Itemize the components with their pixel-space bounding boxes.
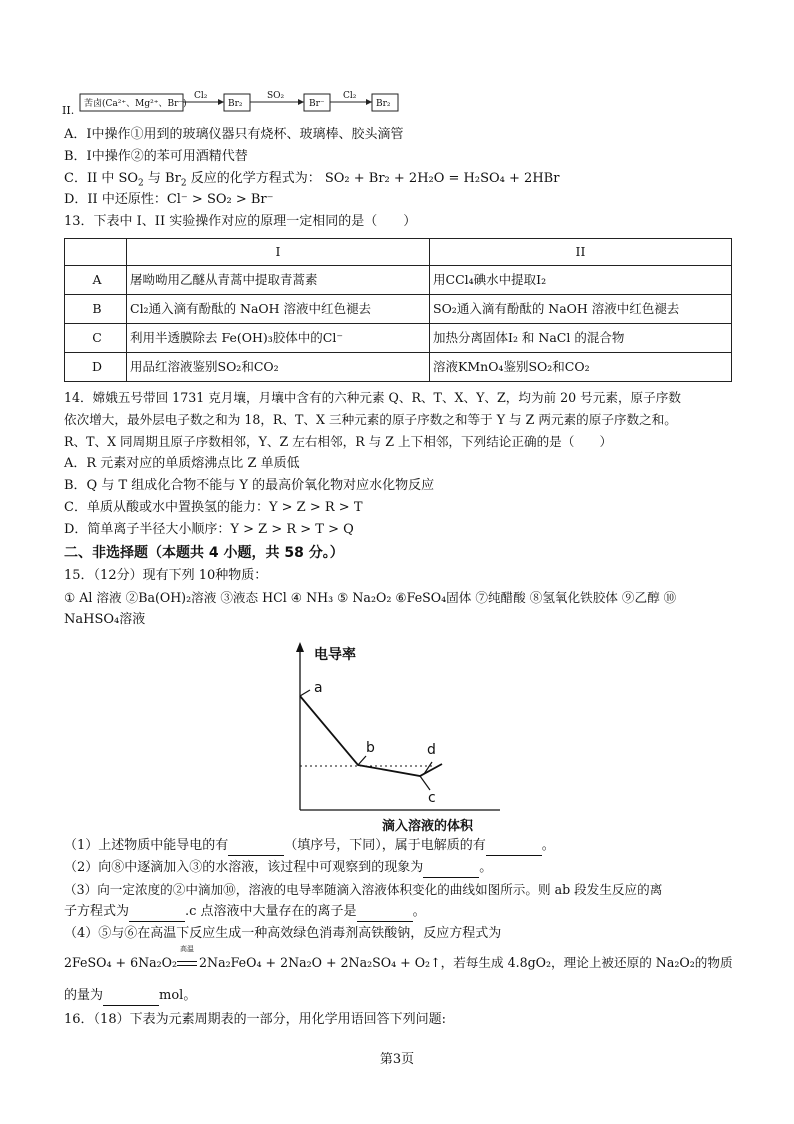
graph-leader-a [300,690,310,696]
q15-part-3-line-2 [64,904,426,922]
bromine-flow-diagram [64,90,424,122]
q15-part-1-text-a: （1）上述物质中能导电的有 [64,838,229,853]
q15-list-line-1: ① Al 溶液 ②Ba(OH)₂溶液 ③液态 HCl ④ NH₃ ⑤ Na₂O₂ ⑥FeSO₄固体 ⑦纯醋酸 ⑧氢氧化铁胶体 ⑨乙醇 ⑩ [64,590,677,605]
page-number: 第3页 [379,1052,415,1067]
q12-option-d: D．II 中还原性：Cl⁻ > SO₂ > Br⁻ [64,192,274,207]
q15-part-2-text-b: 。 [479,860,493,875]
q13-cell-ii: 加热分离固体I₂ 和 NaCl 的混合物 [430,324,732,353]
q14-option-c: C．单质从酸或水中置换氢的能力：Y > Z > R > T [64,500,363,515]
q13-cell-ii: SO₂通入滴有酚酞的 NaOH 溶液中红色褪去 [430,295,732,324]
q13-row-key: B [65,295,127,324]
table-row [65,353,732,382]
graph-curve-main [300,696,442,776]
flow-arrowhead-1 [218,99,224,105]
q13-row-key: A [65,266,127,295]
graph-point-c: c [428,790,436,806]
table-row [65,324,732,353]
q12-option-c-equation: SO₂ + Br₂ + 2H₂O = H₂SO₄ + 2HBr [324,171,560,186]
conductivity-graph [296,634,506,840]
graph-y-axis-arrow [296,642,304,652]
q12-option-a: A．Ⅰ中操作①用到的玻璃仪器只有烧杯、玻璃棒、胶头滴管 [64,127,404,142]
answer-blank[interactable] [486,838,542,856]
q14-stem-line-3: R、T、X 同周期且原子序数相邻，Y、Z 左右相邻，R 与 Z 上下相邻，下列结论正确的是（ ） [64,434,613,449]
q13-header-ii: II [430,239,732,266]
graph-point-a: a [314,680,323,696]
q15-part-2 [64,860,492,878]
q12-option-c-pre: C．II 中 SO [64,171,139,186]
q15-part-3-line-1: （3）向一定浓度的②中滴加⑩，溶液的电导率随滴入溶液体积变化的曲线如图所示。则 ab 段发生反应的离 [64,882,663,897]
graph-point-d: d [427,742,436,758]
graph-y-label: 电导率 [314,647,356,663]
q12-option-c: C．II 中 $SO_2$ 与 $Br_2$ 反应的化学方程式为： SO₂ + Br₂ + 2H₂O = H₂SO₄ + 2HBr [64,171,560,189]
q13-header-row [65,239,732,266]
flow-arrow-3-label: Cl₂ [343,91,357,101]
q15-part-3-text-c: 。 [412,904,426,919]
table-row [65,295,732,324]
q15-part-3-text-a: 子方程式为 [64,904,130,919]
q13-header-i: I [127,239,430,266]
flow-arrowhead-2 [298,99,304,105]
q15-part-3-text-b: .c 点溶液中大量存在的离子是 [185,904,357,919]
graph-leader-b [358,756,366,765]
q13-cell-i: 屠呦呦用乙醚从青蒿中提取青蒿素 [127,266,430,295]
flow-box-br-ion-label: Br⁻ [309,99,325,109]
q15-part-1 [64,838,555,856]
flow-marker: II. [62,104,75,117]
q15-equation-condition-sign [177,945,199,971]
answer-blank[interactable] [129,904,185,922]
section-heading: 二、非选择题（本题共 4 小题，共 58 分。） [64,545,344,561]
q15-list-line-2: NaHSO₄溶液 [64,612,146,627]
flow-arrow-2-label: SO₂ [267,91,285,101]
answer-blank[interactable] [423,860,479,878]
table-row [65,266,732,295]
q16-title: 16．（18）下表为元素周期表的一部分，用化学用语回答下列问题: [64,1012,446,1027]
answer-blank[interactable] [228,838,284,856]
answer-blank[interactable] [357,904,413,922]
q13-cell-i: Cl₂通入滴有酚酞的 NaOH 溶液中红色褪去 [127,295,430,324]
q13-cell-ii: 溶液KMnO₄鉴别SO₂和CO₂ [430,353,732,382]
q13-title: 13．下表中 I、II 实验操作对应的原理一定相同的是（ ） [64,214,417,229]
q15-equation-condition: 高温 [180,945,195,953]
q13-row-key: D [65,353,127,382]
q12-option-b: B．Ⅰ中操作②的苯可用酒精代替 [64,149,248,164]
q13-cell-i: 利用半透膜除去 Fe(OH)₃胶体中的Cl⁻ [127,324,430,353]
q15-title: 15．（12分）现有下列 10种物质： [64,568,268,583]
q12-option-c-mid: 与 Br [147,171,181,186]
q14-option-b: B．Q 与 T 组成化合物不能与 Y 的最高价氧化物对应水化物反应 [64,478,435,493]
q13-table [64,238,732,382]
flow-arrow-1-label: Cl₂ [194,91,208,101]
q14-stem-line-2: 依次增大，最外层电子数之和为 18，R、T、X 三种元素的原子序数之和等于 Y 与 Z 两元素的原子序数之和。 [64,412,677,427]
q15-equation-left: 2FeSO₄ + 6Na₂O₂ [64,955,178,970]
answer-blank[interactable] [103,988,159,1006]
q12-option-c-post: 反应的化学方程式为： [190,171,321,186]
q15-equation-right: 2Na₂FeO₄ + 2Na₂O + 2Na₂SO₄ + O₂↑，若每生成 4.8gO₂，理论上被还原的 Na₂O₂的物质 [199,955,733,970]
q14-stem-line-1: 14．嫦娥五号带回 1731 克月壤，月壤中含有的六种元素 Q、R、T、X、Y、Z，均为前 20 号元素，原子序数 [64,390,681,405]
q15-part-4-text-b: mol。 [159,988,197,1003]
graph-leader-c [420,776,430,790]
q13-header-empty [65,239,127,266]
q14-option-a: A．R 元素对应的单质熔沸点比 Z 单质低 [64,456,300,471]
q15-part-1-text-c: 。 [541,838,555,853]
q13-cell-ii: 用CCl₄碘水中提取I₂ [430,266,732,295]
q15-part-2-text-a: （2）向⑧中逐滴加入③的水溶液，该过程中可观察到的现象为 [64,860,424,875]
q14-option-d: D．简单离子半径大小顺序：Y > Z > R > T > Q [64,522,354,537]
q13-cell-i: 用品红溶液鉴别SO₂和CO₂ [127,353,430,382]
graph-point-b: b [366,740,375,756]
q15-part-4-line-3 [64,988,196,1006]
q15-part-4-equation [64,945,733,971]
q13-row-key: C [65,324,127,353]
flow-arrowhead-3 [366,99,372,105]
flow-box-bittern-label: 苦卤(Ca²⁺、Mg²⁺、Br⁻) [84,99,187,109]
q15-part-4-line-1: （4）⑤与⑥在高温下反应生成一种高效绿色消毒剂高铁酸钠，反应方程式为 [64,926,502,941]
q15-part-1-text-b: （填序号，下同），属于电解质的有 [284,838,486,853]
flow-box-br2-a-label: Br₂ [228,99,243,109]
graph-x-label: 滴入溶液的体积 [382,819,474,834]
flow-box-br2-b-label: Br₂ [376,99,391,109]
q15-part-4-text-a: 的量为 [64,988,104,1003]
